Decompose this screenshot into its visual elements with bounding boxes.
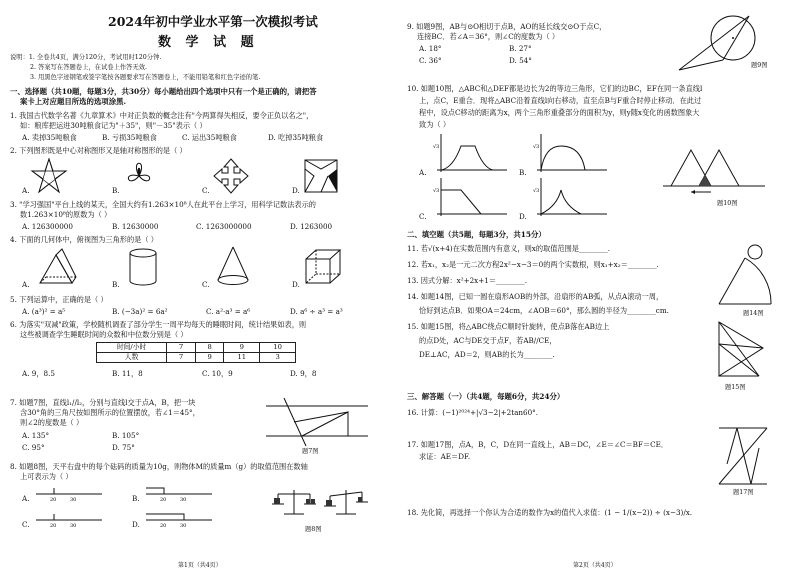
cylinder-figure: [126, 247, 160, 287]
graph-d: [531, 176, 611, 220]
q8-line-1: 8. 如题8图，天平右盘中的每个砝码的质量为10g，则物体M的质量m（g）的取值范围在数轴: [10, 462, 308, 471]
balance-scales-figure: [270, 484, 370, 524]
svg-text:30: 30: [180, 523, 187, 528]
svg-text:√3: √3: [433, 144, 440, 150]
q4-option-a: A.: [22, 280, 30, 289]
q9-option-b: B. 27°: [509, 44, 532, 53]
table-cell: 7: [167, 353, 196, 363]
q7-option-c: C. 95°: [22, 443, 45, 452]
q14-caption: 题14图: [743, 310, 764, 317]
q5-option-b: B. (−3a)² = 6a²: [112, 307, 168, 316]
table-cell: 人数: [97, 353, 167, 363]
q10-line-1: 10. 如题10图，△ABC和△DEF都是边长为2的等边三角形，它们的边BC，EF在同一条直线l: [407, 84, 703, 93]
q14-line-1: 14. 如题14图，已知一圆在扇形AOB的外部，沿扇形的AB弧，从点A滚动一周，: [407, 292, 664, 301]
section1-heading: 一、选择题（共10题，每题3分，共30分）每小题给出四个选项中只有一个是正确的，请把答: [10, 87, 317, 96]
note-3: 3. 用黑色字迹钢笔或签字笔按各题要求写在答题卷上，不能用铅笔和红色字迹的笔.: [30, 74, 261, 81]
q17-caption: 题17图: [733, 489, 754, 496]
sleep-table: [96, 342, 296, 363]
q7-line-3: 则∠2的度数是（ ）: [20, 418, 84, 427]
q7-option-d: D. 75°: [112, 443, 135, 452]
table-cell: 时间/小时: [97, 343, 167, 353]
q17-figure: [713, 424, 773, 488]
q7-line-2: 含30°角的三角尺按如图所示的位置摆放，若∠1＝45°，: [20, 408, 200, 417]
cube-figure: [302, 247, 344, 287]
q2-option-a: A.: [22, 186, 30, 195]
q14-line-2: 恰好到达点B．如果OA＝24cm，∠AOB＝60°，那么圆的半径为________cm.: [419, 306, 669, 315]
q9-line-2: 连接BC．若∠A＝36°，则∠C的度数为（ ）: [417, 32, 560, 41]
q17-line-2: 求证：AE＝DF.: [419, 452, 471, 461]
table-cell: 9: [224, 343, 260, 353]
q3-line-2: 数1.263×10⁸的原数为（ ）: [20, 210, 112, 219]
q6-option-c: C. 10，9: [202, 369, 233, 378]
q2-option-d: D.: [292, 186, 300, 195]
q5-option-c: C. a²·a³ = a⁶: [206, 307, 251, 316]
q3-option-b: B. 12630000: [112, 222, 159, 231]
q1-option-c: C. 运出35吨粮食: [182, 133, 237, 142]
svg-text:√3: √3: [433, 188, 440, 194]
right-page: [397, 0, 794, 576]
q8-option-a: A.: [22, 494, 30, 503]
q5-option-d: D. a⁶ ÷ a³ = a³: [290, 307, 343, 316]
left-footer: 第1页（共4页）: [178, 562, 222, 569]
q12: 12. 若x₁，x₂是一元二次方程2x²−x−3＝0的两个实数根，则x₁+x₂＝________.: [407, 260, 659, 269]
table-cell: 3: [260, 353, 296, 363]
q1-option-b: B. 亏损35吨粮食: [102, 133, 157, 142]
q2-option-c: C.: [202, 186, 210, 195]
arrow-cross-figure: [212, 157, 250, 195]
q2-option-b: B.: [112, 186, 120, 195]
svg-text:20: 20: [50, 497, 57, 502]
q4-option-c: C.: [202, 280, 210, 289]
q6-line-1: 6. 为落实"双减"政策，学校随机调查了部分学生一周平均每天的睡眠时间，统计结果如表，则: [10, 320, 307, 329]
cone-figure: [214, 244, 252, 288]
exam-title: 2024年初中学业水平第一次模拟考试: [108, 14, 318, 29]
svg-text:√3: √3: [533, 188, 540, 194]
q9-option-d: D. 54°: [509, 56, 532, 65]
table-header-row: [97, 343, 296, 353]
q8-option-c: C.: [22, 520, 30, 529]
q10-line-4: 致为（ ）: [419, 120, 451, 129]
q14-sector-figure: [715, 240, 777, 310]
q3-line-1: 3. "学习强国"平台上线的某天，全国大约有1.263×10⁸人在此平台上学习，用科学记数法表示的: [10, 200, 316, 209]
q10-option-c: C.: [419, 212, 427, 221]
q16: 16. 计算：(−1)²⁰²⁴+|√3−2|+2tan60°.: [407, 408, 539, 417]
q9-option-a: A. 18°: [419, 44, 442, 53]
q3-option-c: C. 1263000000: [196, 222, 252, 231]
q9-caption: 题9图: [751, 62, 768, 69]
exam-subject: 数 学 试 题: [158, 35, 259, 50]
svg-text:30: 30: [180, 497, 187, 502]
star-figure: [30, 157, 68, 195]
graph-b: [531, 132, 611, 176]
q6-line-2: 这些被调查学生睡眠时间的众数和中位数分别是（ ）: [20, 330, 188, 339]
q4-line: 4. 下面的几何体中，俯视图为三角形的是（ ）: [10, 235, 158, 244]
q1-line-2: 如：粮库把运进30吨粮食记为"＋35"，则"－35"表示（ ）: [20, 121, 207, 130]
q10-triangles-figure: [661, 136, 771, 198]
q8-line-2: 上可表示为（ ）: [20, 472, 73, 481]
q10-line-3: 程中，设点C移动的距离为x，两个三角形重叠部分的面积为y，则y随x变化的函数图象大: [419, 108, 700, 117]
q8-caption: 题8图: [305, 526, 322, 533]
pinwheel-square-figure: [302, 157, 340, 195]
q1-option-d: D. 吃掉35吨粮食: [268, 133, 324, 142]
note-2: 2. 答案写在答题卷上，在试卷上作答无效.: [30, 64, 148, 71]
q15-line-2: 的点D处，AC与DE交于点F，若AB//CE，: [419, 336, 557, 345]
q5-option-a: A. (a³)² = a⁵: [22, 307, 66, 316]
q7-line-1: 7. 如题7图，直线l₁//l₂，分别与直线l交于点A，B，把一块: [10, 398, 196, 407]
q9-option-c: C. 36°: [419, 56, 442, 65]
q2-line: 2. 下列图形既是中心对称图形又是轴对称图形的是（ ）: [10, 146, 187, 155]
section1-heading-2: 案卡上对应题目所选的选项涂黑.: [20, 97, 127, 106]
q4-option-b: B.: [112, 280, 120, 289]
q17-line-1: 17. 如题17图，点A，B，C，D在同一直线上，AB＝DC，∠E＝∠C＝BF＝CE．: [407, 440, 669, 449]
svg-text:√3: √3: [533, 144, 540, 150]
q3-option-d: D. 1263000: [290, 222, 333, 231]
table-cell: 7: [167, 343, 196, 353]
number-line-d: [144, 510, 214, 528]
q18: 18. 先化简，再选择一个你认为合适的数作为x的值代入求值：(1 − 1/(x−2)) ÷ (x−3)/x.: [407, 508, 693, 517]
q10-option-a: A.: [419, 168, 427, 177]
table-cell: 11: [224, 353, 260, 363]
q7-caption: 题7图: [302, 448, 319, 455]
q1-line-1: 1. 我国古代数学名著《九章算术》中对正负数的概念注有"今两算得失相反，要令正负以名之"，: [10, 111, 314, 120]
table-cell: 10: [260, 343, 296, 353]
q15-caption: 题15图: [725, 384, 746, 391]
table-cell: 9: [195, 353, 224, 363]
svg-text:20: 20: [160, 523, 167, 528]
svg-text:20: 20: [160, 497, 167, 502]
table-cell: 8: [195, 343, 224, 353]
q11: 11. 若√(x+4)在实数范围内有意义，则x的取值范围是________.: [407, 244, 611, 253]
svg-text:30: 30: [70, 497, 77, 502]
q15-line-1: 15. 如题15图，将△ABC绕点C顺时针旋转，使点B落在AB边上: [407, 322, 610, 331]
q9-line-1: 9. 如题9图，AB与⊙O相切于点B，AO的延长线交⊙O于点C，: [407, 22, 607, 31]
q7-figure: [262, 396, 372, 448]
q10-option-b: B.: [519, 168, 527, 177]
table-row: [97, 353, 296, 363]
trefoil-figure: [120, 157, 158, 195]
number-line-b: [144, 484, 214, 502]
section3-heading: 三、解答题（一）（共4题，每题6分，共24分）: [407, 392, 565, 401]
graph-c: [431, 176, 511, 220]
right-footer: 第2页（共4页）: [573, 562, 617, 569]
number-line-c: [34, 510, 104, 528]
q6-option-b: B. 11，8: [112, 369, 143, 378]
q6-option-a: A. 9，8.5: [22, 369, 55, 378]
svg-text:30: 30: [70, 523, 77, 528]
q8-option-b: B.: [132, 494, 140, 503]
q10-option-d: D.: [519, 212, 527, 221]
q1-option-a: A. 卖掉35吨粮食: [22, 133, 77, 142]
note-1: 说明：1. 全卷共4页，满分120分，考试用时120分钟.: [10, 54, 162, 61]
q5-line: 5. 下列运算中，正确的是（ ）: [10, 295, 108, 304]
svg-text:20: 20: [50, 523, 57, 528]
q10-caption: 题10图: [717, 200, 738, 207]
q10-line-2: 上，点C，E重合．现将△ABC沿着直线l向右移动，直至点B与F重合时停止移动．在此过: [419, 96, 702, 105]
q6-option-d: D. 9，8: [290, 369, 317, 378]
q7-option-b: B. 105°: [112, 431, 140, 440]
q4-option-d: D.: [292, 280, 300, 289]
q8-option-d: D.: [132, 520, 140, 529]
section2-heading: 二、填空题（共5题，每题3分，共15分）: [407, 230, 546, 239]
q13: 13. 因式分解：x²+2x+1＝________.: [407, 276, 528, 285]
number-line-a: [34, 484, 104, 502]
q7-option-a: A. 135°: [22, 431, 50, 440]
q3-option-a: A. 126300000: [22, 222, 73, 231]
q15-rotation-figure: [709, 316, 769, 382]
graph-a: [431, 132, 511, 176]
triangular-prism-figure: [34, 247, 78, 287]
q15-line-3: DE⊥AC，AD＝2，则AB的长为________.: [419, 350, 555, 359]
